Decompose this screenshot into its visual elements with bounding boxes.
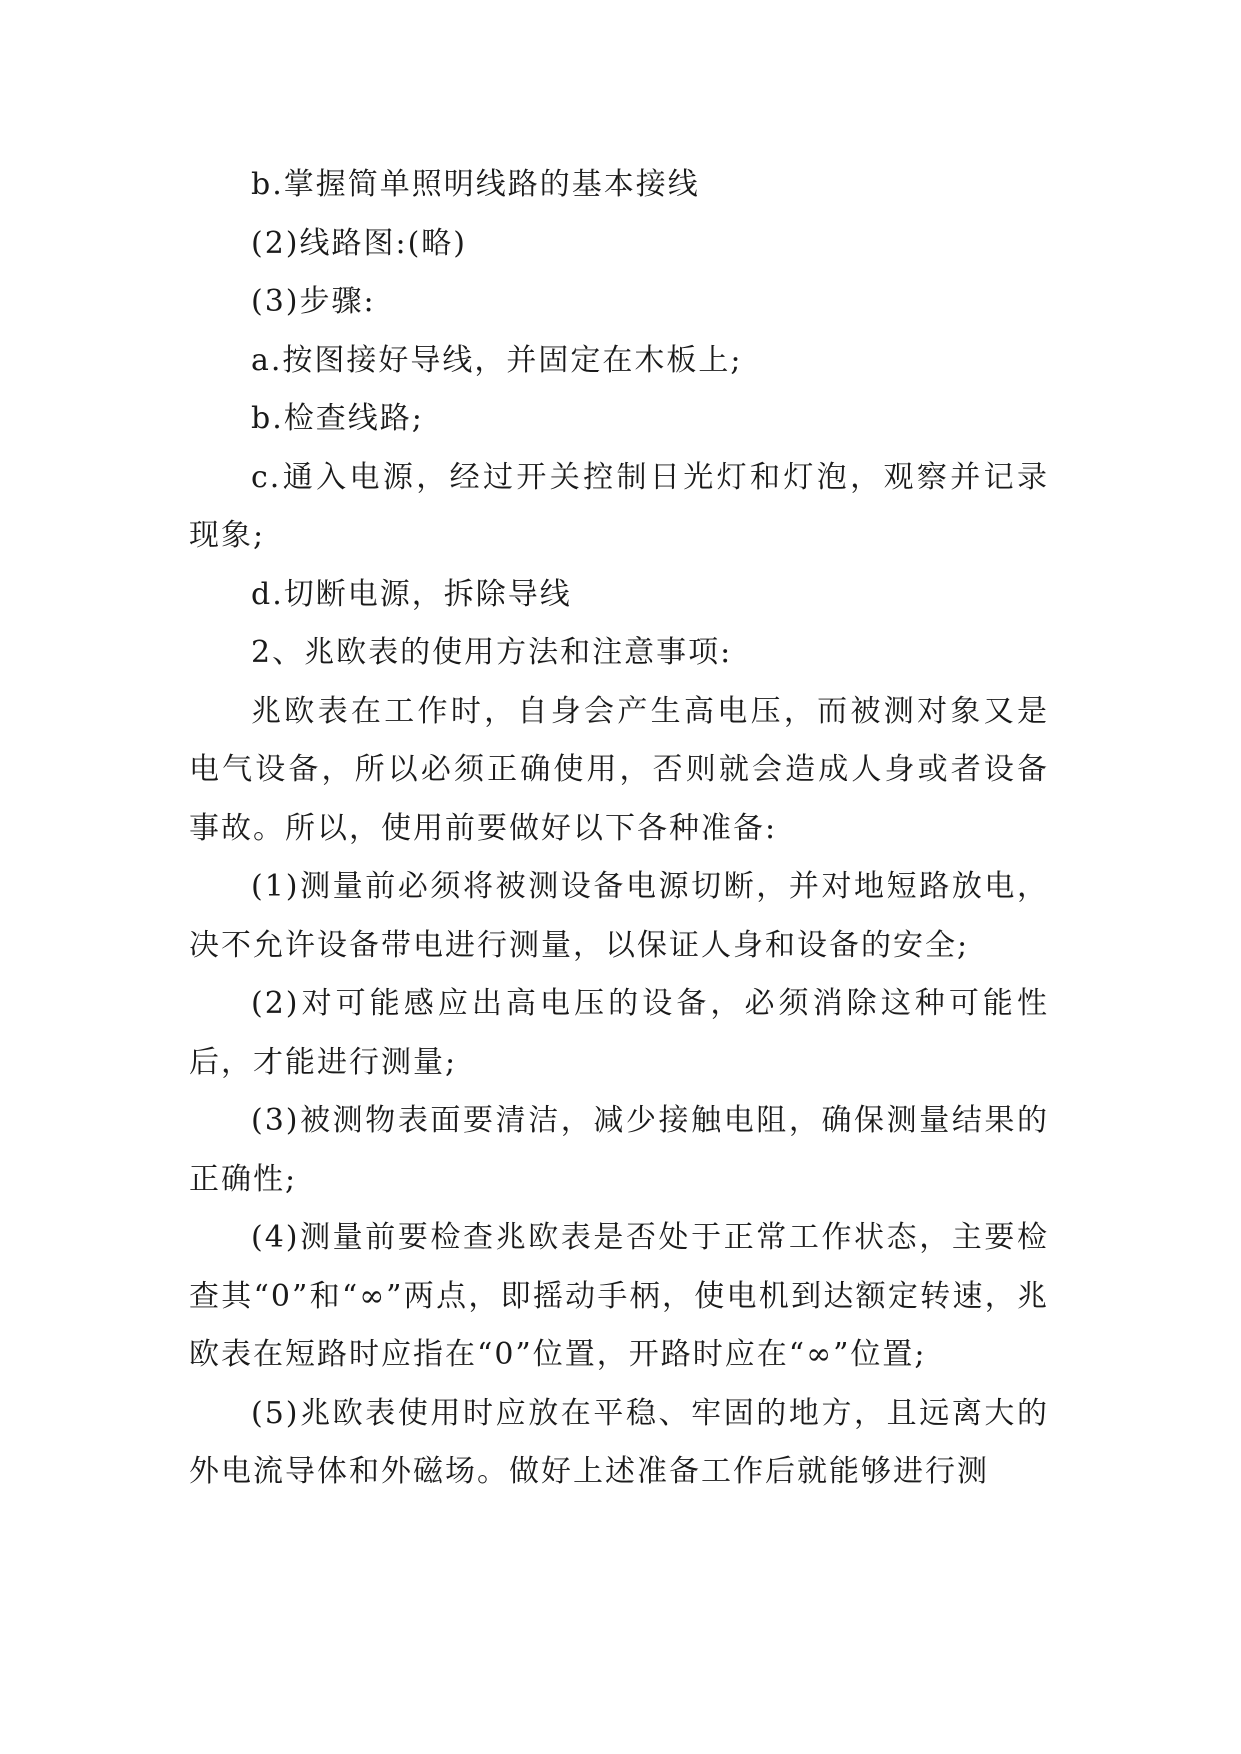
paragraph-precaution-5: (5)兆欧表使用时应放在平稳、牢固的地方，且远离大的外电流导体和外磁场。做好上述准备工作后就能够进行测 — [189, 1395, 1049, 1489]
document-body — [189, 156, 1049, 1502]
paragraph-precaution-1: (1)测量前必须将被测设备电源切断，并对地短路放电，决不允许设备带电进行测量，以保证人身和设备的安全; — [189, 869, 1049, 963]
paragraph-objective-b: b.掌握简单照明线路的基本接线 — [251, 167, 700, 202]
paragraph-step-b: b.检查线路; — [251, 401, 424, 436]
paragraph-wiring-diagram: (2)线路图:(略) — [251, 225, 468, 261]
paragraph-step-a: a.按图接好导线，并固定在木板上; — [251, 342, 743, 378]
paragraph-precaution-2: (2)对可能感应出高电压的设备，必须消除这种可能性后，才能进行测量; — [189, 986, 1049, 1080]
paragraph-step-c: c.通入电源，经过开关控制日光灯和灯泡，观察并记录现象; — [189, 459, 1049, 553]
paragraph-step-d: d.切断电源，拆除导线 — [251, 576, 572, 612]
paragraph-precaution-4: (4)测量前要检查兆欧表是否处于正常工作状态，主要检查其“0”和“∞”两点，即摇动手柄，使电机到达额定转速，兆欧表在短路时应指在“0”位置，开路时应在“∞”位置; — [189, 1220, 1049, 1372]
paragraph-megohmmeter-intro: 兆欧表在工作时，自身会产生高电压，而被测对象又是电气设备，所以必须正确使用，否则就会造成人身或者设备事故。所以，使用前要做好以下各种准备: — [189, 693, 1049, 846]
paragraph-precaution-3: (3)被测物表面要清洁，减少接触电阻，确保测量结果的正确性; — [189, 1103, 1049, 1197]
paragraph-steps-heading: (3)步骤: — [251, 284, 376, 319]
section-heading-megohmmeter: 2、兆欧表的使用方法和注意事项: — [251, 635, 733, 670]
